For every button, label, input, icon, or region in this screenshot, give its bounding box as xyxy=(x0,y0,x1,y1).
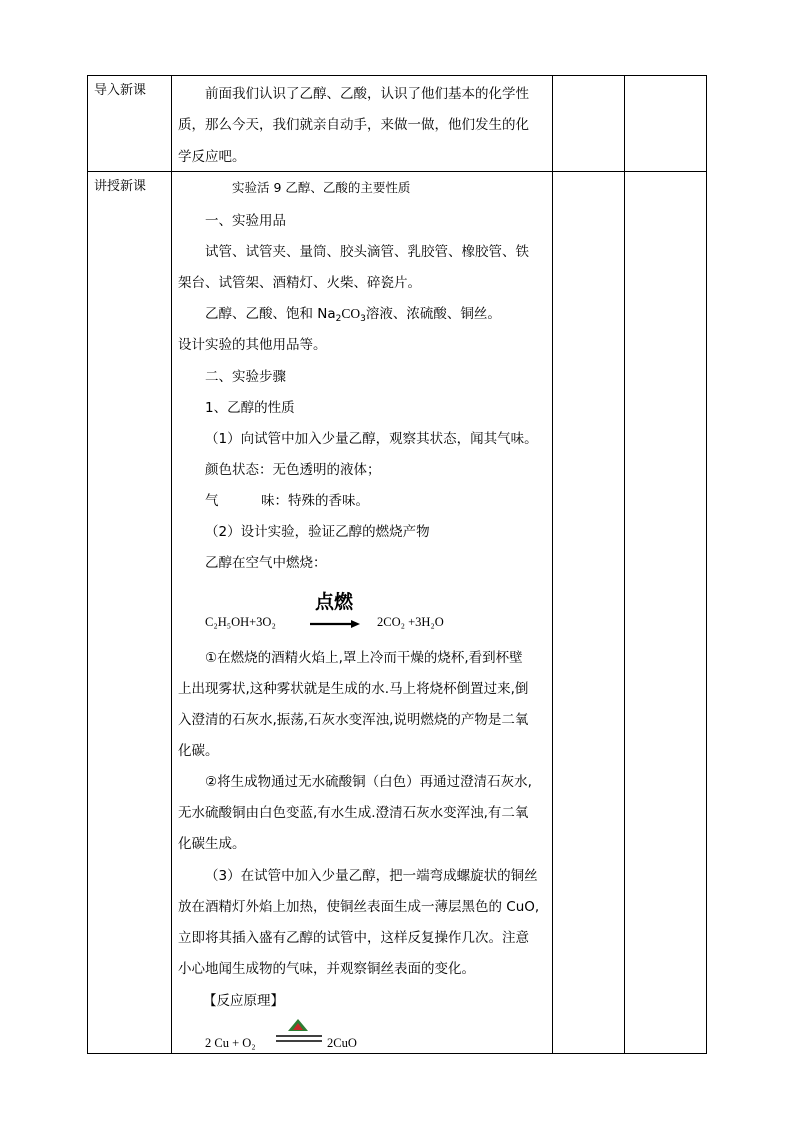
equation-2-right: 2CuO xyxy=(327,1036,357,1050)
row-divider xyxy=(87,171,707,172)
equation-2-left: 2 Cu + O₂ xyxy=(205,1036,256,1050)
para3-line-2: 放在酒精灯外焰上加热，使铜丝表面生成一薄层黑色的 CuO, xyxy=(178,899,540,915)
intro-line-3: 学反应吧。 xyxy=(178,149,246,165)
burn-text: 乙醇在空气中燃烧： xyxy=(205,555,327,571)
principle-heading: 【反应原理】 xyxy=(203,993,284,1009)
reagents-line: 乙醇、乙酸、饱和 $Na_2CO_3$溶液、浓硫酸、铜丝。 xyxy=(205,306,501,324)
reaction-arrow-icon xyxy=(310,618,360,630)
heat-triangle-icon xyxy=(288,1019,308,1031)
equation-1-left: C₂H₅OH+3O₂ xyxy=(205,615,276,629)
equipment-line-2: 架台、试管架、酒精灯、火柴、碎瓷片。 xyxy=(178,275,421,291)
odor-label: 气 xyxy=(205,493,219,509)
reagents-suffix: 溶液、浓硫酸、铜丝。 xyxy=(365,306,501,322)
odor-value: 味：特殊的香味。 xyxy=(261,493,369,509)
section-steps: 二、实验步骤 xyxy=(205,369,286,385)
equation-1-right: 2CO₂ +3H₂O xyxy=(377,615,444,629)
column-divider-2 xyxy=(552,75,553,1054)
column-divider-3 xyxy=(624,75,625,1054)
condition-label: 点燃 xyxy=(315,591,354,613)
column-divider-1 xyxy=(171,75,172,1054)
design-text: 设计实验的其他用品等。 xyxy=(178,337,327,353)
color-state: 颜色状态：无色透明的液体； xyxy=(205,462,381,478)
row-label-lecture: 讲授新课 xyxy=(94,179,147,194)
reagents-prefix: 乙醇、乙酸、饱和 Na xyxy=(205,306,336,322)
intro-line-2: 质，那么今天，我们就亲自动手，来做一做，他们发生的化 xyxy=(178,117,529,133)
table-border-left xyxy=(87,75,88,1054)
step-2: （2）设计实验，验证乙醇的燃烧产物 xyxy=(205,524,430,540)
para2-line-1: ②将生成物通过无水硫酸铜（白色）再通过澄清石灰水, xyxy=(205,774,532,790)
double-line-icon xyxy=(276,1034,322,1044)
ethanol-properties: 1、乙醇的性质 xyxy=(205,400,295,416)
para2-line-3: 化碳生成。 xyxy=(178,836,246,852)
step-1: （1）向试管中加入少量乙醇，观察其状态，闻其气味。 xyxy=(205,431,538,447)
section-materials: 一、实验用品 xyxy=(205,213,286,229)
table-border-right xyxy=(706,75,707,1054)
para3-line-3: 立即将其插入盛有乙醇的试管中，这样反复操作几次。注意 xyxy=(178,930,529,946)
para3-line-1: （3）在试管中加入少量乙醇，把一端弯成螺旋状的铜丝 xyxy=(205,868,538,884)
row-label-intro: 导入新课 xyxy=(94,83,147,98)
table-border-bottom xyxy=(87,1053,707,1054)
para1-line-2: 上出现雾状,这种雾状就是生成的水.马上将烧杯倒置过来,倒 xyxy=(178,681,529,697)
intro-line-1: 前面我们认识了乙醇、乙酸，认识了他们基本的化学性 xyxy=(205,86,529,102)
para2-line-2: 无水硫酸铜由白色变蓝,有水生成.澄清石灰水变浑浊,有二氧 xyxy=(178,805,529,821)
para1-line-4: 化碳。 xyxy=(178,743,219,759)
para1-line-3: 入澄清的石灰水,振荡,石灰水变浑浊,说明燃烧的产物是二氧 xyxy=(178,712,529,728)
para3-line-4: 小心地闻生成物的气味，并观察铜丝表面的变化。 xyxy=(178,961,475,977)
experiment-title: 实验活 9 乙醇、乙酸的主要性质 xyxy=(232,180,411,195)
equipment-line-1: 试管、试管夹、量筒、胶头滴管、乳胶管、橡胶管、铁 xyxy=(205,244,529,260)
para1-line-1: ①在燃烧的酒精火焰上,罩上冷而干燥的烧杯,看到杯壁 xyxy=(205,650,523,666)
table-border-top xyxy=(87,75,707,76)
